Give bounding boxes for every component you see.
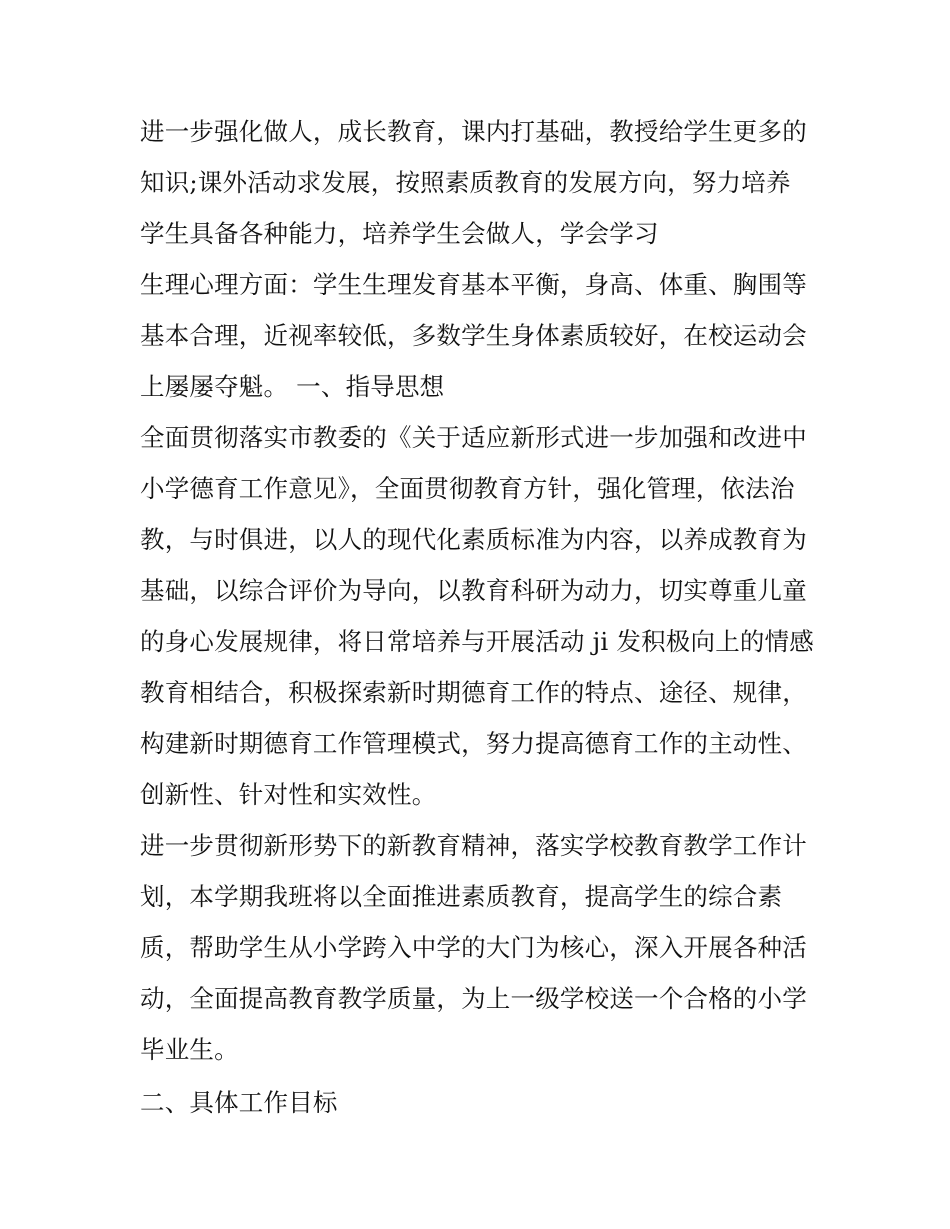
text-line: 基础，以综合评价为导向，以教育科研为动力，切实尊重儿童 bbox=[140, 576, 807, 605]
section-heading: 二、具体工作目标 bbox=[140, 1088, 338, 1117]
text-line: 毕业生。 bbox=[140, 1035, 239, 1064]
text-line: 划，本学期我班将以全面推进素质教育，提高学生的综合素 bbox=[140, 882, 783, 911]
text-line: 进一步强化做人，成长教育，课内打基础，教授给学生更多的 bbox=[140, 117, 807, 146]
text-line: 学生具备各种能力，培养学生会做人，学会学习 bbox=[140, 219, 659, 248]
text-line: 教，与时俱进，以人的现代化素质标准为内容，以养成教育为 bbox=[140, 525, 807, 554]
text-line: 生理心理方面：学生生理发育基本平衡，身高、体重、胸围等 bbox=[140, 270, 807, 299]
text-line: 创新性、针对性和实效性。 bbox=[140, 780, 437, 809]
text-line: 质，帮助学生从小学跨入中学的大门为核心，深入开展各种活 bbox=[140, 933, 807, 962]
text-line: 动，全面提高教育教学质量，为上一级学校送一个合格的小学 bbox=[140, 984, 807, 1013]
document-body bbox=[140, 106, 820, 1128]
text-line: 的身心发展规律，将日常培养与开展活动 ji 发积极向上的情感 bbox=[140, 627, 815, 656]
text-line: 构建新时期德育工作管理模式，努力提高德育工作的主动性、 bbox=[140, 729, 807, 758]
text-line: 全面贯彻落实市教委的《关于适应新形式进一步加强和改进中 bbox=[140, 423, 807, 452]
text-line: 小学德育工作意见》，全面贯彻教育方针，强化管理，依法治 bbox=[140, 474, 795, 503]
text-line: 知识;课外活动求发展，按照素质教育的发展方向，努力培养 bbox=[140, 168, 791, 197]
text-line: 进一步贯彻新形势下的新教育精神，落实学校教育教学工作计 bbox=[140, 831, 807, 860]
section-heading-line: 上屡屡夺魁。 一、指导思想 bbox=[140, 372, 445, 401]
text-line: 基本合理，近视率较低，多数学生身体素质较好，在校运动会 bbox=[140, 321, 807, 350]
text-line: 教育相结合，积极探索新时期德育工作的特点、途径、规律， bbox=[140, 678, 807, 707]
